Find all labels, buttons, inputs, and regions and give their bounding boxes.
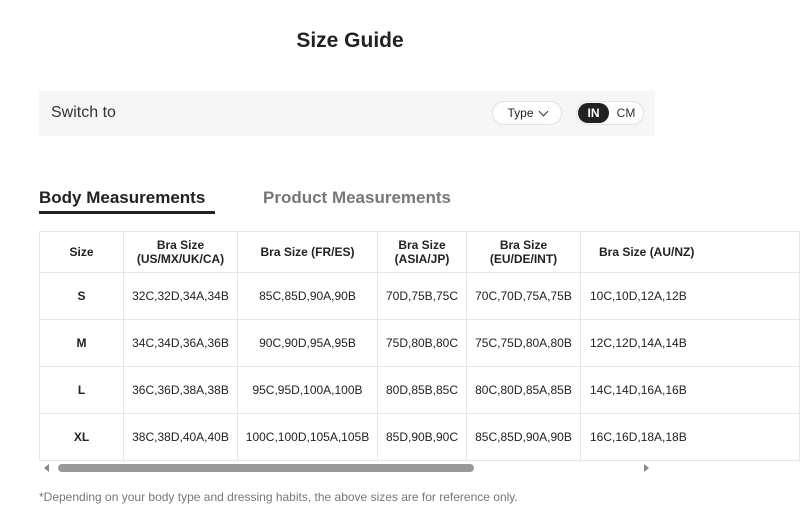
table-cell: 80D,85B,85C (378, 367, 467, 414)
table-cell: 80C,80D,85A,85B (467, 367, 581, 414)
table-cell: 95C,95D,100A,100B (238, 367, 378, 414)
cell-size: L (40, 367, 124, 414)
table-cell: 75D,80B,80C (378, 320, 467, 367)
scrollbar-thumb[interactable] (58, 464, 474, 472)
table-cell: 10C,10D,12A,12B (581, 273, 800, 320)
table-cell: 32C,32D,34A,34B (124, 273, 238, 320)
table-cell: 12C,12D,14A,14B (581, 320, 800, 367)
cell-size: S (40, 273, 124, 320)
table-cell: 85C,85D,90A,90B (467, 414, 581, 461)
horizontal-scrollbar[interactable] (39, 461, 655, 475)
tab-body-measurements[interactable]: Body Measurements (39, 188, 206, 207)
table-cell: 90C,90D,95A,95B (238, 320, 378, 367)
table-cell: 38C,38D,40A,40B (124, 414, 238, 461)
header-size: Size (40, 232, 124, 273)
header-bra-eu: Bra Size (EU/DE/INT) (467, 232, 581, 273)
table-cell: 75C,75D,80A,80B (467, 320, 581, 367)
footnote: *Depending on your body type and dressing habits, the above sizes are for reference only. (39, 490, 518, 504)
table-cell: 14C,14D,16A,16B (581, 367, 800, 414)
table-header-row (40, 232, 800, 273)
table-cell: 100C,100D,105A,105B (238, 414, 378, 461)
cell-size: M (40, 320, 124, 367)
active-tab-underline (39, 211, 215, 214)
switch-label: Switch to (51, 104, 116, 121)
size-table (39, 231, 800, 461)
unit-cm-button[interactable]: CM (616, 106, 636, 120)
cell-size: XL (40, 414, 124, 461)
table-row (40, 273, 800, 320)
header-bra-asia: Bra Size (ASIA/JP) (378, 232, 467, 273)
tab-product-measurements[interactable]: Product Measurements (263, 188, 451, 207)
type-dropdown-button[interactable] (492, 101, 562, 125)
table-row (40, 320, 800, 367)
table-cell: 34C,34D,36A,36B (124, 320, 238, 367)
size-table-container (39, 231, 695, 461)
table-cell: 70D,75B,75C (378, 273, 467, 320)
table-cell: 36C,36D,38A,38B (124, 367, 238, 414)
table-row (40, 367, 800, 414)
chevron-down-icon (538, 106, 548, 116)
header-bra-us: Bra Size (US/MX/UK/CA) (124, 232, 238, 273)
table-cell: 16C,16D,18A,18B (581, 414, 800, 461)
table-cell: 85C,85D,90A,90B (238, 273, 378, 320)
switch-bar (39, 91, 655, 136)
unit-toggle (576, 101, 644, 125)
header-bra-fr: Bra Size (FR/ES) (238, 232, 378, 273)
header-bra-au: Bra Size (AU/NZ) (581, 232, 800, 273)
table-cell: 85D,90B,90C (378, 414, 467, 461)
scroll-left-arrow-icon[interactable] (44, 464, 49, 472)
table-cell: 70C,70D,75A,75B (467, 273, 581, 320)
type-label: Type (507, 106, 534, 120)
table-row (40, 414, 800, 461)
page-title: Size Guide (296, 29, 404, 52)
scroll-right-arrow-icon[interactable] (644, 464, 649, 472)
unit-in-button[interactable]: IN (578, 103, 609, 123)
